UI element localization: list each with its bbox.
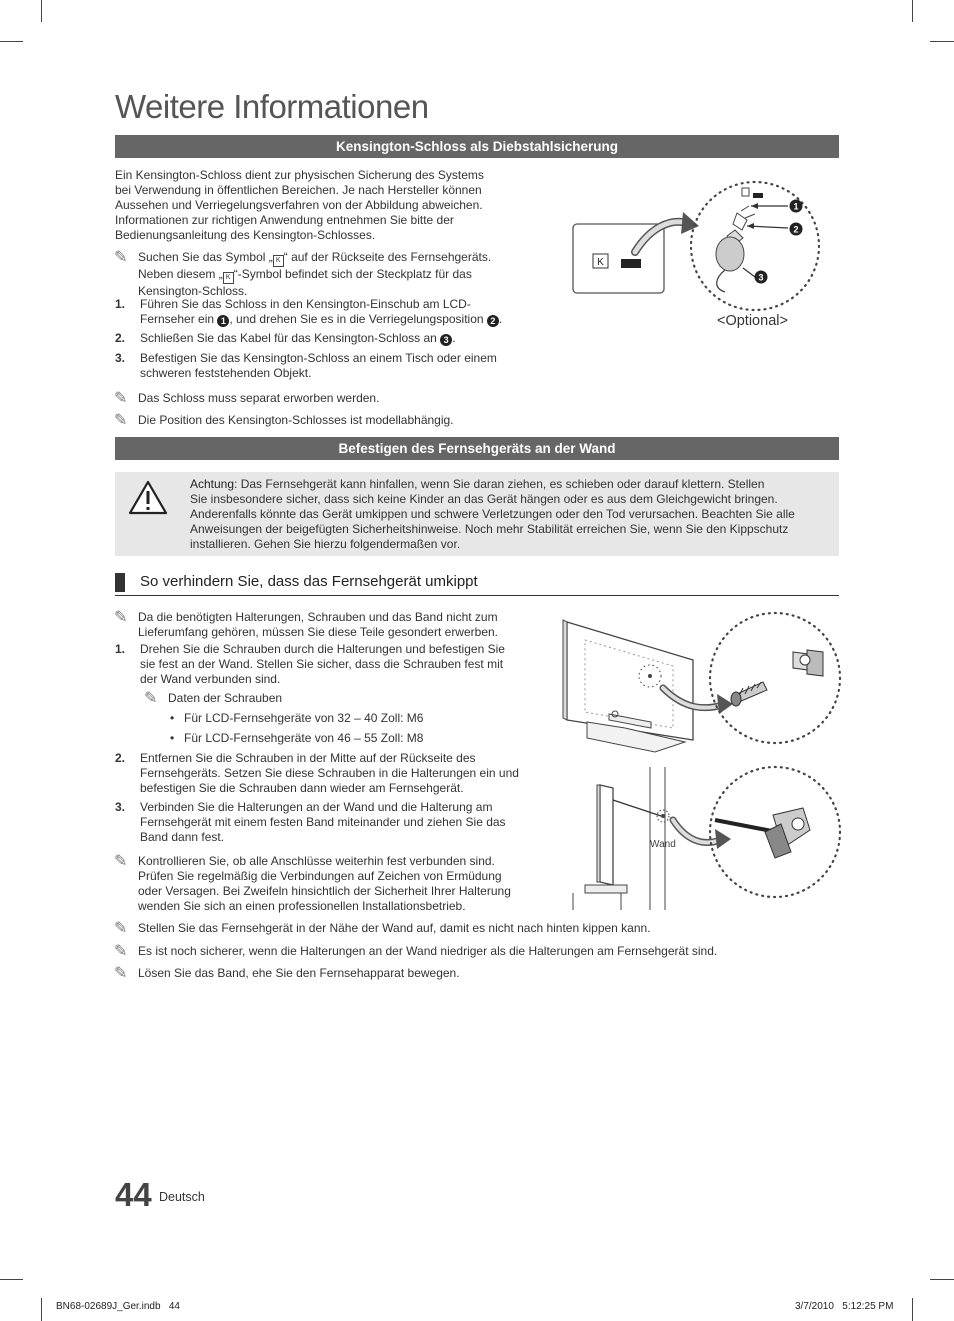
screw-bullet-2 [170, 731, 470, 746]
subheading-marker [115, 573, 125, 592]
callout-number: 2 [487, 315, 499, 327]
section-heading-wall-mount: Befestigen des Fernsehgeräts an der Wand [115, 437, 839, 460]
wall-step-2 [115, 751, 535, 796]
page-number: 44 [115, 1176, 152, 1213]
warning-line: : Das Fernsehgerät kann hinfallen, wenn Sie daran ziehen, es schieben oder darauf klettern. Stellen [234, 477, 765, 491]
step-text: Führen Sie das Schloss in den Kensington-Einschub am LCD- [140, 297, 471, 311]
intro-line: Bedienungsanleitung des Kensington-Schlosses. [115, 228, 376, 242]
step-text: Entfernen Sie die Schrauben in der Mitte auf der Rückseite des [140, 751, 476, 765]
pencil-note-icon: ✎ [114, 920, 128, 937]
step-number: 1. [115, 642, 126, 656]
step-text: befestigen Sie die Schrauben dann wieder am Fernsehgerät. [140, 781, 464, 795]
note-text: Neben diesem „ [138, 267, 223, 281]
step-number: 3. [115, 800, 126, 814]
step-text: Verbinden Sie die Halterungen an der Wand und die Halterung am [140, 800, 493, 814]
warning-box [115, 472, 839, 556]
pencil-note-icon: ✎ [114, 943, 128, 960]
pencil-note-icon: ✎ [114, 965, 128, 982]
step-text: Befestigen Sie das Kensington-Schloss an einem Tisch oder einem [140, 351, 497, 365]
subheading [115, 571, 839, 596]
warning-line: installieren. Gehen Sie hierzu folgendermaßen vor. [190, 537, 461, 551]
screw-bullet-1 [170, 711, 470, 726]
pencil-note-icon: ✎ [114, 249, 128, 266]
note-text: Da die benötigten Halterungen, Schrauben und das Band nicht zum [138, 610, 498, 624]
section-heading-kensington: Kensington-Schloss als Diebstahlsicherung [115, 135, 839, 158]
note-text: “-Symbol befindet sich der Steckplatz für das [233, 267, 472, 281]
note-purchase [115, 391, 535, 406]
wall-step-1 [115, 642, 535, 687]
warning-icon [128, 480, 168, 516]
bullet-dot: • [170, 731, 175, 745]
note-text: Lieferumfang gehören, müssen Sie diese Teile gesondert erwerben. [138, 625, 498, 639]
wall-label: Wand [650, 839, 676, 850]
step-text: . [452, 331, 456, 345]
tv-wall-mount-figure [555, 610, 845, 915]
footer-file: BN68-02689J_Ger.indb 44 [56, 1301, 180, 1312]
k-label: K [597, 257, 604, 268]
step-text: Fernseher ein [140, 312, 218, 326]
intro-line: Aussehen und Verriegelungsverfahren von der Abbildung abweichen. [115, 198, 483, 212]
note-screws [145, 691, 445, 706]
intro-line: Informationen zur richtigen Anwendung entnehmen Sie bitte der [115, 213, 454, 227]
note-symbol [115, 250, 525, 299]
warning-text [190, 477, 835, 552]
step-text: sie fest an der Wand. Stellen Sie sicher, dass die Schrauben fest mit [140, 657, 504, 671]
note-text: Suchen Sie das Symbol „ [138, 250, 273, 264]
kensington-symbol-icon: K [273, 255, 284, 267]
kensington-symbol-icon: K [223, 272, 234, 284]
note-text: Daten der Schrauben [168, 691, 283, 705]
step-text: Fernsehgerät mit einem festen Band miteinander und ziehen Sie das [140, 815, 506, 829]
step-text: schweren feststehenden Objekt. [140, 366, 312, 380]
warning-label: Achtung [190, 477, 235, 491]
bullet-text: Für LCD-Fernsehgeräte von 46 – 55 Zoll: M8 [184, 731, 424, 745]
step-number: 3. [115, 351, 126, 365]
kensington-intro [115, 168, 515, 243]
note-text: Die Position des Kensington-Schlosses ist modellabhängig. [138, 413, 454, 427]
callout-number: 3 [440, 334, 452, 346]
subheading-label: So verhindern Sie, dass das Fernsehgerät umkippt [140, 573, 478, 590]
note-text: Lösen Sie das Band, ehe Sie den Fernsehapparat bewegen. [138, 966, 460, 980]
pencil-note-icon: ✎ [114, 412, 128, 429]
bullet-dot: • [170, 711, 175, 725]
note-lower-brackets [115, 944, 835, 959]
step-number: 1. [115, 297, 126, 311]
footer-timestamp: 3/7/2010 5:12:25 PM [795, 1301, 894, 1312]
intro-line: Ein Kensington-Schloss dient zur physischen Sicherung des Systems [115, 168, 484, 182]
note-near-wall [115, 921, 835, 936]
note-text: Prüfen Sie regelmäßig die Verbindungen auf Zeichen von Ermüdung [138, 869, 502, 883]
step-number: 2. [115, 331, 126, 345]
wall-step-3 [115, 800, 535, 845]
warning-line: Anweisungen der beigefügten Sicherheitshinweise. Noch mehr Stabilität erreichen Sie, wenn Sie den Kippschutz [190, 522, 789, 536]
note-text: “ auf der Rückseite des Fernsehgeräts. [283, 250, 492, 264]
warning-line: Anderenfalls könnte das Gerät umkippen und schwere Verletzungen oder den Tod verursachen. Beachten Sie alle [190, 507, 795, 521]
step-text: , und drehen Sie es in die Verriegelungsposition [229, 312, 487, 326]
kensington-step-1 [115, 297, 525, 327]
intro-line: bei Verwendung in öffentlichen Bereichen. Je nach Hersteller können [115, 183, 482, 197]
pencil-note-icon: ✎ [114, 609, 128, 626]
note-text: Kontrollieren Sie, ob alle Anschlüsse weiterhin fest verbunden sind. [138, 854, 495, 868]
warning-line: Sie insbesondere sicher, dass sich keine Kinder an das Gerät hängen oder es aus dem Gleichgewicht bringen. [190, 492, 778, 506]
note-text: Kensington-Schloss. [138, 284, 248, 298]
note-check [115, 854, 535, 914]
language-label: Deutsch [159, 1190, 205, 1204]
callout-3: 3 [758, 272, 764, 283]
pencil-note-icon: ✎ [144, 690, 158, 707]
step-text: Fernsehgeräts. Setzen Sie diese Schrauben in die Halterungen ein und [140, 766, 519, 780]
figure-caption-optional: <Optional> [717, 313, 788, 329]
page-title: Weitere Informationen [115, 88, 429, 125]
note-text: Stellen Sie das Fernsehgerät in der Nähe der Wand auf, damit es nicht nach hinten kippen kann. [138, 921, 651, 935]
kensington-lock-figure [565, 168, 835, 338]
callout-1: 1 [793, 201, 799, 212]
pencil-note-icon: ✎ [114, 853, 128, 870]
note-parts [115, 610, 535, 640]
callout-2: 2 [793, 224, 799, 235]
step-text: der Wand verbunden sind. [140, 672, 281, 686]
step-number: 2. [115, 751, 126, 765]
step-text: Schließen Sie das Kabel für das Kensington-Schloss an [140, 331, 441, 345]
pencil-note-icon: ✎ [114, 390, 128, 407]
kensington-step-2 [115, 331, 525, 346]
note-text: oder Versagen. Bei Zweifeln hinsichtlich der Sicherheit Ihrer Halterung [138, 884, 511, 898]
kensington-step-3 [115, 351, 525, 381]
step-text: . [498, 312, 503, 326]
bullet-text: Für LCD-Fernsehgeräte von 32 – 40 Zoll: M6 [184, 711, 424, 725]
step-text: Band dann fest. [140, 830, 225, 844]
note-text: Es ist noch sicherer, wenn die Halterungen an der Wand niedriger als die Halterungen am Fernsehgerät sind. [138, 944, 718, 958]
note-text: Das Schloss muss separat erworben werden. [138, 391, 380, 405]
note-position [115, 413, 535, 428]
note-loosen-band [115, 966, 835, 981]
callout-number: 1 [217, 315, 229, 327]
step-text: Drehen Sie die Schrauben durch die Halterungen und befestigen Sie [140, 642, 505, 656]
note-text: wenden Sie sich an einen professionellen Installationsbetrieb. [138, 899, 466, 913]
